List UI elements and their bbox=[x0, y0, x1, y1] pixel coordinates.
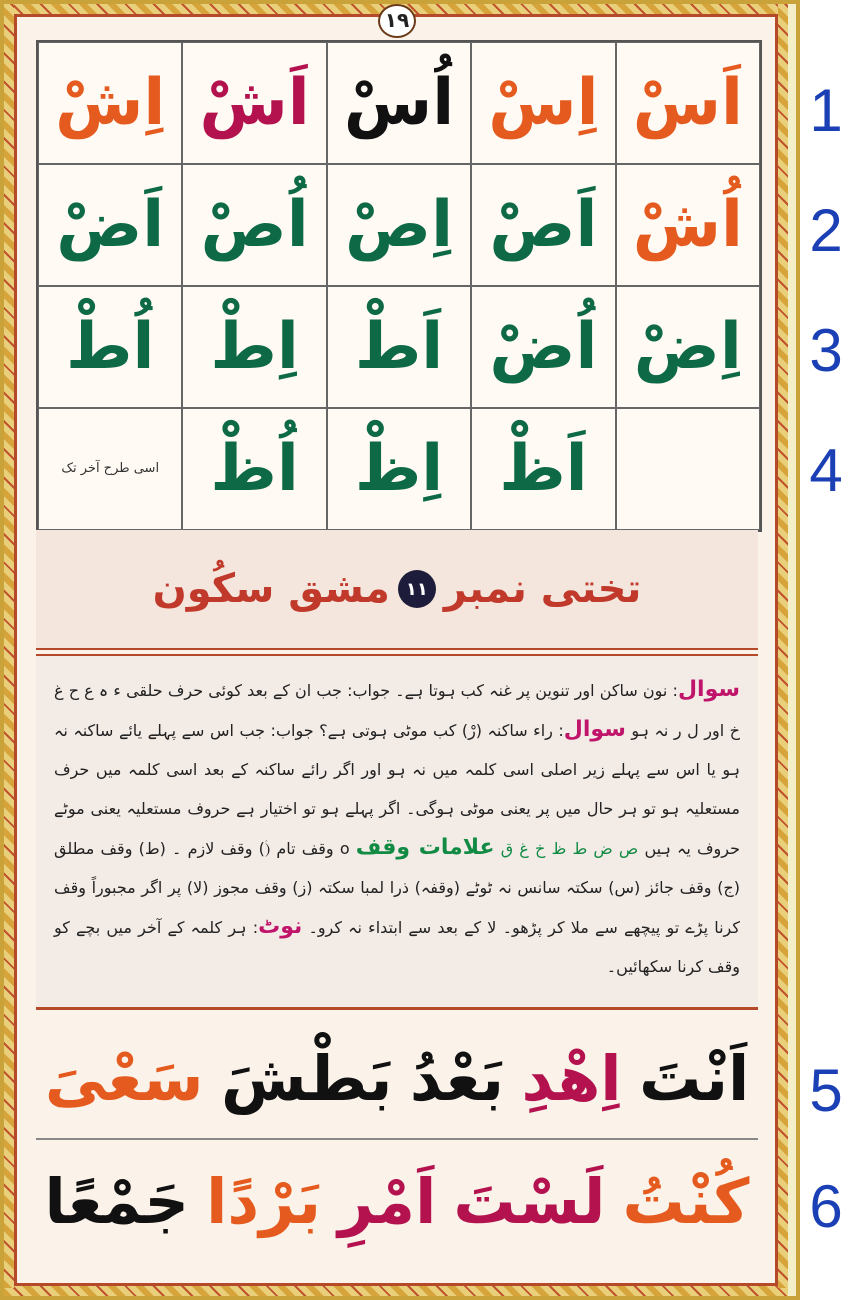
word: بَطْشَ bbox=[221, 1041, 393, 1115]
row-number-6: 6 bbox=[809, 1173, 843, 1240]
grid-cell: اُسْ bbox=[327, 42, 471, 164]
word: كُنْتُ bbox=[622, 1164, 750, 1238]
lesson-title-label: تختی نمبر bbox=[443, 566, 642, 612]
word: سَعْىَ bbox=[44, 1041, 204, 1115]
stop-signs-text: ο وقف تام (ۛ) وقف لازم ۔ (ط) وقف مطلق (ج) وقف جائز (س) سکتہ سانس نہ ٹوٹے (وقفہ) ذرا لمبا سکتہ (ز) وقف مجوز (لا) پر اگر مجبوراً وقف کرنا پڑے تو پیچھے سے ملا کر پڑھو۔ لا کے بعد سے ابتداء نہ کرو۔ bbox=[54, 839, 741, 937]
lesson-title bbox=[36, 530, 758, 650]
grid-cell: اُشْ bbox=[616, 164, 760, 286]
grid-cell: اِضْ bbox=[616, 286, 760, 408]
row-number-2: 2 bbox=[809, 197, 843, 264]
question-label: سوال bbox=[563, 717, 626, 742]
stop-signs-label: علامات وقف bbox=[355, 835, 495, 860]
question-text: : نون ساکن اور تنوین پر غنہ کب ہوتا ہے۔ جواب: جب ان کے بعد کوئی حرف حلقی ء ہ ع ح غ خ اور ل ر نہ ہو bbox=[54, 681, 741, 740]
grid-cell: اِسْ bbox=[471, 42, 615, 164]
lesson-number-badge: ١١ bbox=[398, 570, 436, 608]
grid-cell: اُصْ bbox=[182, 164, 326, 286]
note-text: : ہر کلمہ کے آخر میں بچے کو وقف کرنا سکھائیں۔ bbox=[54, 918, 740, 976]
rules-text bbox=[36, 654, 758, 1010]
word: بَرْدًا bbox=[206, 1164, 322, 1238]
grid-cell: اِشْ bbox=[38, 42, 182, 164]
grid-cell: اُظْ bbox=[182, 408, 326, 530]
word-row-5 bbox=[36, 1018, 758, 1140]
grid-cell-empty bbox=[616, 408, 760, 530]
row-number-3: 3 bbox=[809, 317, 843, 384]
grid-cell: اُطْ bbox=[38, 286, 182, 408]
grid-cell: اِصْ bbox=[327, 164, 471, 286]
page-number: ١٩ bbox=[378, 4, 416, 38]
grid-cell: اَصْ bbox=[471, 164, 615, 286]
word: اَمْرِ bbox=[338, 1164, 437, 1238]
grid-cell: اِطْ bbox=[182, 286, 326, 408]
grid-cell: اَضْ bbox=[38, 164, 182, 286]
word: جَمْعًا bbox=[44, 1164, 190, 1238]
question-label: سوال bbox=[677, 677, 740, 702]
letter-grid bbox=[36, 40, 762, 532]
grid-cell-note: اسی طرح آخر تک bbox=[38, 408, 182, 530]
row-number-1: 1 bbox=[809, 77, 843, 144]
note-label: نوٹ bbox=[258, 914, 303, 939]
ornament-border-left bbox=[4, 4, 14, 1288]
row-number-5: 5 bbox=[809, 1057, 843, 1124]
heavy-letters: ص ض ط ظ خ غ ق bbox=[500, 839, 639, 858]
question-text: : راء ساکنہ (رْ) کب موٹی ہوتی ہے؟ جواب: جب اس سے پہلے یائے ساکنہ نہ ہو یا اس سے پہلے زیر اصلی اسی کلمہ میں نہ ہو اور اگر رائے ساکنہ کے بعد اسی کلمہ میں حرف مستعلیہ ہو تو ہر حال میں پر یعنی موٹی ہوگی۔ اگر پہلے ہو تو اختیار ہے حروف مستعلیہ یعنی موٹے حروف یہ ہیں bbox=[54, 721, 741, 858]
row-number-4: 4 bbox=[809, 437, 843, 504]
word: بَعْدُ bbox=[409, 1041, 504, 1115]
lesson-subtitle: مشق سکُون bbox=[152, 566, 390, 612]
ornament-border-right bbox=[778, 4, 788, 1288]
grid-cell: اَشْ bbox=[182, 42, 326, 164]
grid-cell: اِظْ bbox=[327, 408, 471, 530]
word: اِهْدِ bbox=[521, 1041, 622, 1115]
grid-cell: اَطْ bbox=[327, 286, 471, 408]
word: لَسْتَ bbox=[453, 1164, 606, 1238]
word-row-6 bbox=[36, 1140, 758, 1262]
word: اَنْتَ bbox=[639, 1041, 750, 1115]
grid-cell: اُضْ bbox=[471, 286, 615, 408]
grid-cell: اَظْ bbox=[471, 408, 615, 530]
ornament-border-bottom bbox=[4, 1286, 788, 1296]
grid-cell: اَسْ bbox=[616, 42, 760, 164]
